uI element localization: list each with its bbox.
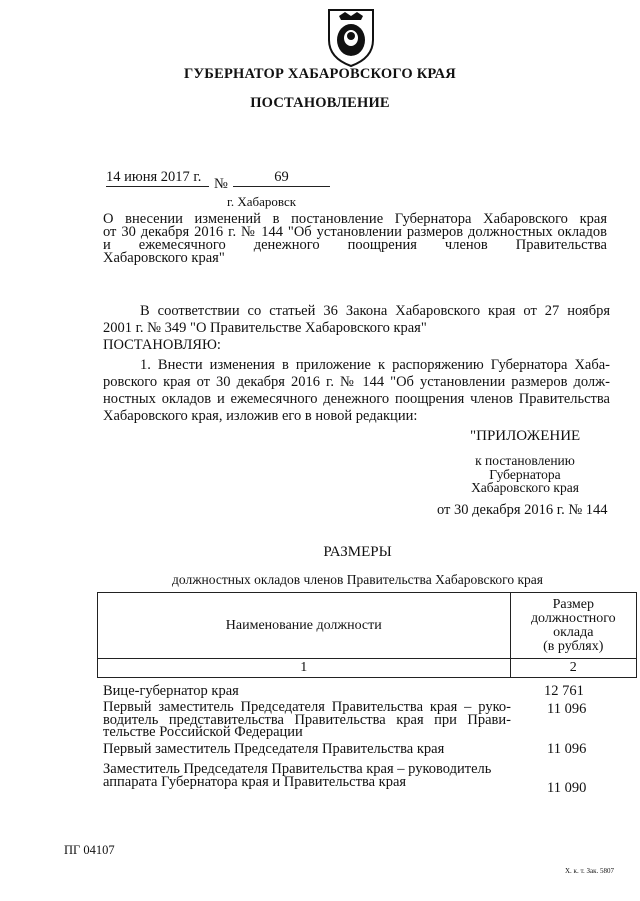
number-sign: № xyxy=(214,176,228,192)
item1-line: 1. Внести изменения в приложение к распоряжению Губернатора Хаба- xyxy=(140,357,610,373)
row-position: Первый заместитель Председателя Правительства края xyxy=(103,741,445,757)
row-position: тельстве Российской Федерации xyxy=(103,724,303,740)
document-date: 14 июня 2017 г. xyxy=(106,169,209,187)
print-mark: Х. к. т. Зак. 5807 xyxy=(565,867,615,875)
decree-word: ПОСТАНОВЛЯЮ: xyxy=(103,337,221,353)
table-row xyxy=(103,701,511,739)
subject-line: Хабаровского края" xyxy=(103,250,225,266)
subject-line: от 30 декабря 2016 г. № 144 "Об установлении размеров должностных окладов xyxy=(103,224,607,240)
table-row xyxy=(103,741,444,757)
row-amount: 11 090 xyxy=(547,780,587,796)
preamble-line: В соответствии со статьей 36 Закона Хабаровского края от 27 ноября xyxy=(140,303,610,319)
appendix-lines xyxy=(460,454,590,495)
authority-title: ГУБЕРНАТОР ХАБАРОВСКОГО КРАЯ xyxy=(184,66,456,82)
row-amount: 12 761 xyxy=(544,683,584,699)
document-number: 69 xyxy=(233,169,330,187)
form-serial-number: ПГ 04107 xyxy=(64,843,115,857)
appendix-title: "ПРИЛОЖЕНИЕ xyxy=(470,428,581,444)
row-position: аппарата Губернатора края и Правительства края xyxy=(103,773,407,790)
coat-of-arms-emblem xyxy=(325,6,377,68)
column-header-amount xyxy=(510,593,636,659)
item1-line: ностных окладов и ежемесячного денежного поощрения членов Правительства xyxy=(103,391,610,407)
column-header-amount-line: (в рублях) xyxy=(543,638,604,654)
row-amount: 11 096 xyxy=(547,701,587,717)
column-header-position: Наименование должности xyxy=(98,593,511,659)
column-number: 2 xyxy=(510,659,636,678)
item1-line: Хабаровского края, изложив его в новой редакции: xyxy=(103,408,418,424)
row-position: Первый заместитель Председателя Правительства края – руко- xyxy=(103,699,511,715)
column-header-amount-line: Размер xyxy=(552,596,594,612)
appendix-line: к постановлению xyxy=(475,453,575,468)
subject-line: и ежемесячного денежного поощрения членов Правительства xyxy=(103,237,607,253)
table-row xyxy=(103,683,239,699)
row-position: Заместитель Председателя Правительства края – руководитель xyxy=(103,761,492,777)
table-row xyxy=(103,763,511,788)
item1-line: ровского края от 30 декабря 2016 г. № 144 "Об установлении размеров долж- xyxy=(103,374,610,390)
column-number: 1 xyxy=(98,659,511,678)
salary-table-header xyxy=(97,592,637,678)
item1-block xyxy=(103,357,610,425)
row-position: водитель представительства Правительства края при Прави- xyxy=(103,711,511,728)
appendix-line: Хабаровского края xyxy=(471,480,579,495)
row-amount: 11 096 xyxy=(547,741,587,757)
preamble-block xyxy=(103,303,610,354)
appendix-date-line: от 30 декабря 2016 г. № 144 xyxy=(437,502,608,518)
column-header-amount-line: оклада xyxy=(553,624,594,640)
document-city: г. Хабаровск xyxy=(227,194,297,209)
document-type: ПОСТАНОВЛЕНИЕ xyxy=(250,95,390,111)
row-position: Вице-губернатор края xyxy=(103,683,239,699)
column-header-amount-line: должностного xyxy=(530,610,616,626)
table-subheading: должностных окладов членов Правительства Хабаровского края xyxy=(172,572,543,587)
subject-block xyxy=(103,213,607,265)
appendix-line: Губернатора xyxy=(489,466,561,482)
preamble-line: 2001 г. № 349 "О Правительстве Хабаровского края" xyxy=(103,320,427,336)
subject-line: О внесении изменений в постановление Губернатора Хабаровского края xyxy=(103,211,607,227)
table-heading: РАЗМЕРЫ xyxy=(323,544,392,560)
